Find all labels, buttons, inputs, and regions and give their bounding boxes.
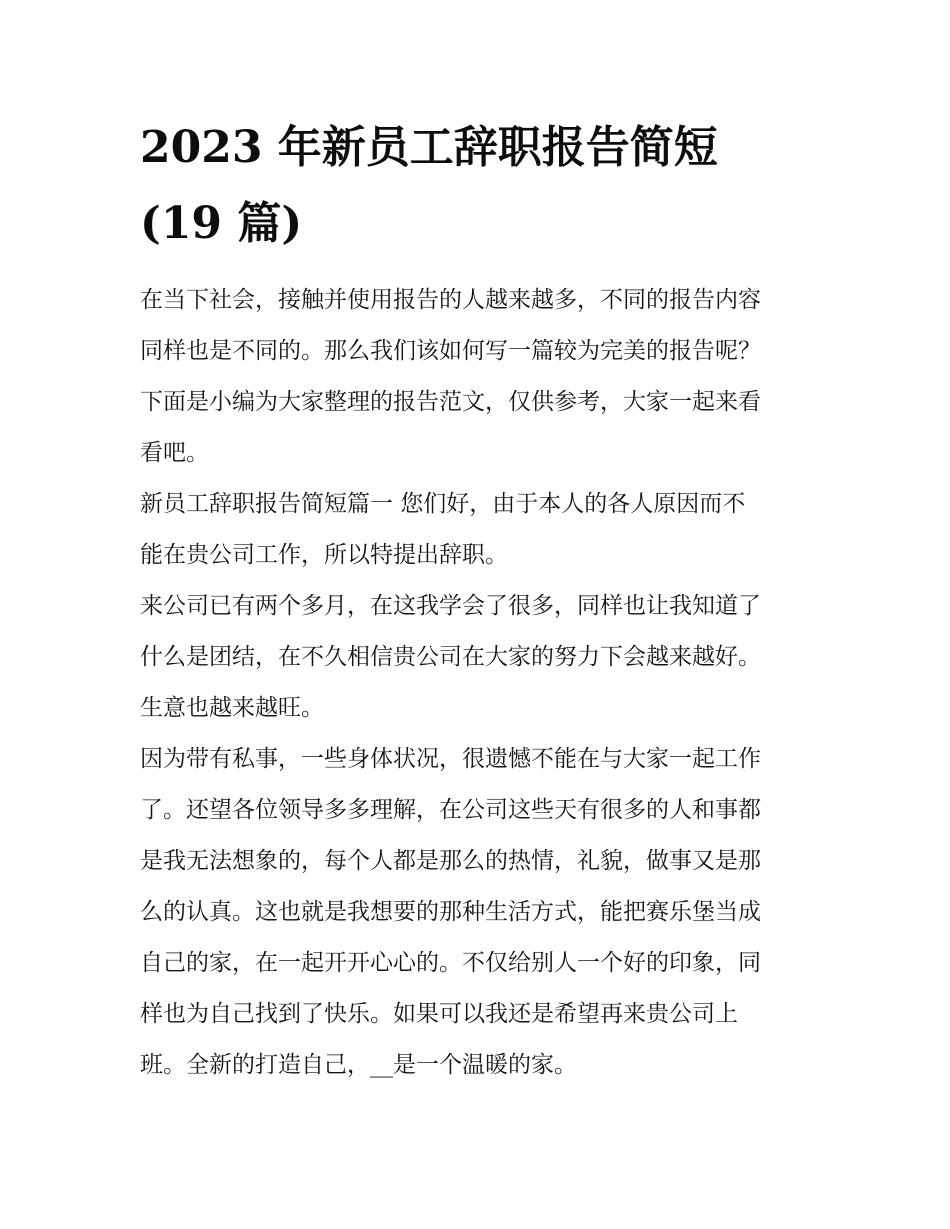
paragraph-section-one <box>140 479 820 581</box>
text-line: 么的认真。这也就是我想要的那种生活方式，能把赛乐堡当成 <box>140 899 761 925</box>
text-line: 班。全新的打造自己，__是一个温暖的家。 <box>140 1052 577 1078</box>
paragraph-intro <box>140 275 820 479</box>
text-line: 了。还望各位领导多多理解，在公司这些天有很多的人和事都 <box>140 797 761 823</box>
title-line: 2023 年新员工辞职报告简短 <box>140 122 718 173</box>
text-line: 在当下社会，接触并使用报告的人越来越多，不同的报告内容 <box>140 287 761 313</box>
text-line: 是我无法想象的，每个人都是那么的热情，礼貌，做事又是那 <box>140 848 761 874</box>
title-line: (19 篇) <box>140 198 303 249</box>
paragraph-reason <box>140 734 820 1091</box>
paragraph-experience <box>140 581 820 734</box>
text-line: 同样也是不同的。那么我们该如何写一篇较为完美的报告呢？ <box>140 338 761 364</box>
text-line: 生意也越来越旺。 <box>140 695 324 721</box>
text-line: 看吧。 <box>140 440 209 466</box>
text-line: 来公司已有两个多月，在这我学会了很多，同样也让我知道了 <box>140 593 761 619</box>
text-line: 下面是小编为大家整理的报告范文，仅供参考，大家一起来看 <box>140 389 761 415</box>
document-title <box>140 110 820 262</box>
text-line: 新员工辞职报告简短篇一 您们好，由于本人的各人原因而不 <box>140 491 746 517</box>
text-line: 因为带有私事，一些身体状况，很遗憾不能在与大家一起工作 <box>140 746 761 772</box>
text-line: 自己的家，在一起开开心心的。不仅给别人一个好的印象，同 <box>140 950 761 976</box>
document-body <box>140 275 820 1091</box>
text-line: 样也为自己找到了快乐。如果可以我还是希望再来贵公司上 <box>140 1001 738 1027</box>
text-line: 什么是团结，在不久相信贵公司在大家的努力下会越来越好。 <box>140 644 761 670</box>
text-line: 能在贵公司工作，所以特提出辞职。 <box>140 542 508 568</box>
